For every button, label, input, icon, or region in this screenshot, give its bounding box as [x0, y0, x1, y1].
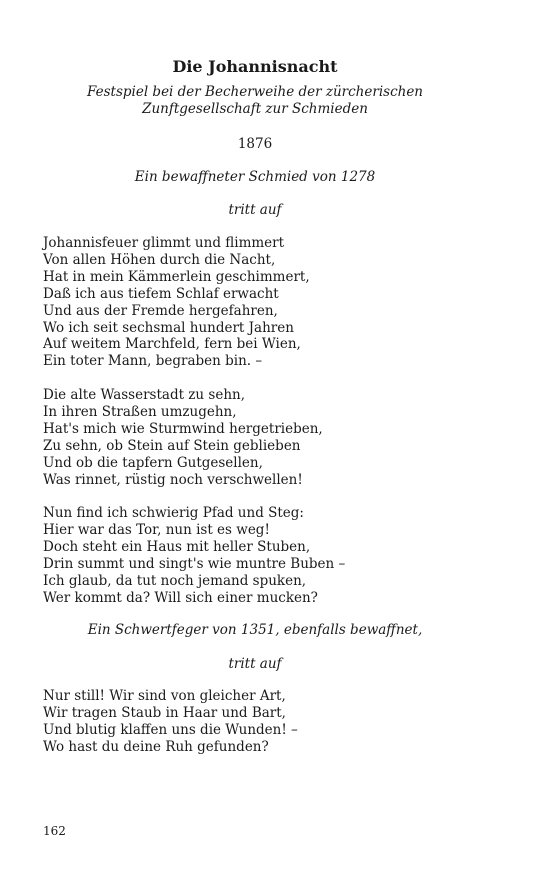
- verse-line: In ihren Straßen umzugehn,: [43, 403, 237, 420]
- stanza-2: [43, 387, 483, 488]
- poem-year: 1876: [237, 136, 273, 152]
- verse-line: Hat in mein Kämmerlein geschimmert,: [43, 268, 310, 285]
- stanza-1: [43, 235, 483, 370]
- verse-line: Doch steht ein Haus mit heller Stuben,: [43, 538, 311, 555]
- verse-line: Zu sehn, ob Stein auf Stein geblieben: [43, 437, 301, 454]
- page-number: 162: [43, 824, 66, 838]
- verse-line: Auf weitem Marchfeld, fern bei Wien,: [43, 336, 301, 353]
- stage-direction-1: Ein bewaffneter Schmied von 1278: [134, 169, 376, 185]
- verse-line: Wo hast du deine Ruh gefunden?: [43, 738, 269, 755]
- stage-direction-3: Ein Schwertfeger von 1351, ebenfalls bewaffnet,: [87, 622, 423, 638]
- verse-line: Drin summt und singt's wie muntre Buben –: [43, 555, 346, 572]
- verse-line: Was rinnet, rüstig noch verschwellen!: [43, 471, 303, 488]
- poem-title: Die Johannisnacht: [172, 57, 338, 76]
- verse-line: Johannisfeuer glimmt und flimmert: [43, 235, 285, 251]
- stanza-4: [43, 688, 483, 756]
- verse-line: Nun find ich schwierig Pfad und Steg:: [43, 505, 304, 521]
- verse-line: Hier war das Tor, nun ist es weg!: [43, 521, 270, 538]
- verse-line: Die alte Wasserstadt zu sehn,: [43, 387, 245, 403]
- stanza-3: [43, 505, 483, 606]
- verse-line: Wir tragen Staub in Haar und Bart,: [43, 704, 286, 721]
- poem-subtitle: Festspiel bei der Becherweihe der zürcherischen Zunftgesellschaft zur Schmieden: [86, 84, 424, 117]
- verse-line: Und ob die tapfern Gutgesellen,: [43, 454, 263, 471]
- stage-direction-2: tritt auf: [228, 202, 282, 218]
- verse-line: Von allen Höhen durch die Nacht,: [43, 251, 276, 268]
- verse-line: Ein toter Mann, begraben bin. –: [43, 353, 263, 370]
- verse-line: Wo ich seit sechsmal hundert Jahren: [43, 319, 294, 336]
- verse-line: Wer kommt da? Will sich einer mucken?: [43, 589, 318, 606]
- stage-direction-4: tritt auf: [228, 656, 282, 672]
- verse-line: Daß ich aus tiefem Schlaf erwacht: [43, 285, 279, 302]
- verse-line: Nur still! Wir sind von gleicher Art,: [43, 688, 286, 704]
- verse-line: Ich glaub, da tut noch jemand spuken,: [43, 572, 307, 589]
- verse-line: Und aus der Fremde hergefahren,: [43, 302, 278, 319]
- verse-line: Hat's mich wie Sturmwind hergetrieben,: [43, 420, 323, 437]
- verse-line: Und blutig klaffen uns die Wunden! –: [43, 721, 298, 738]
